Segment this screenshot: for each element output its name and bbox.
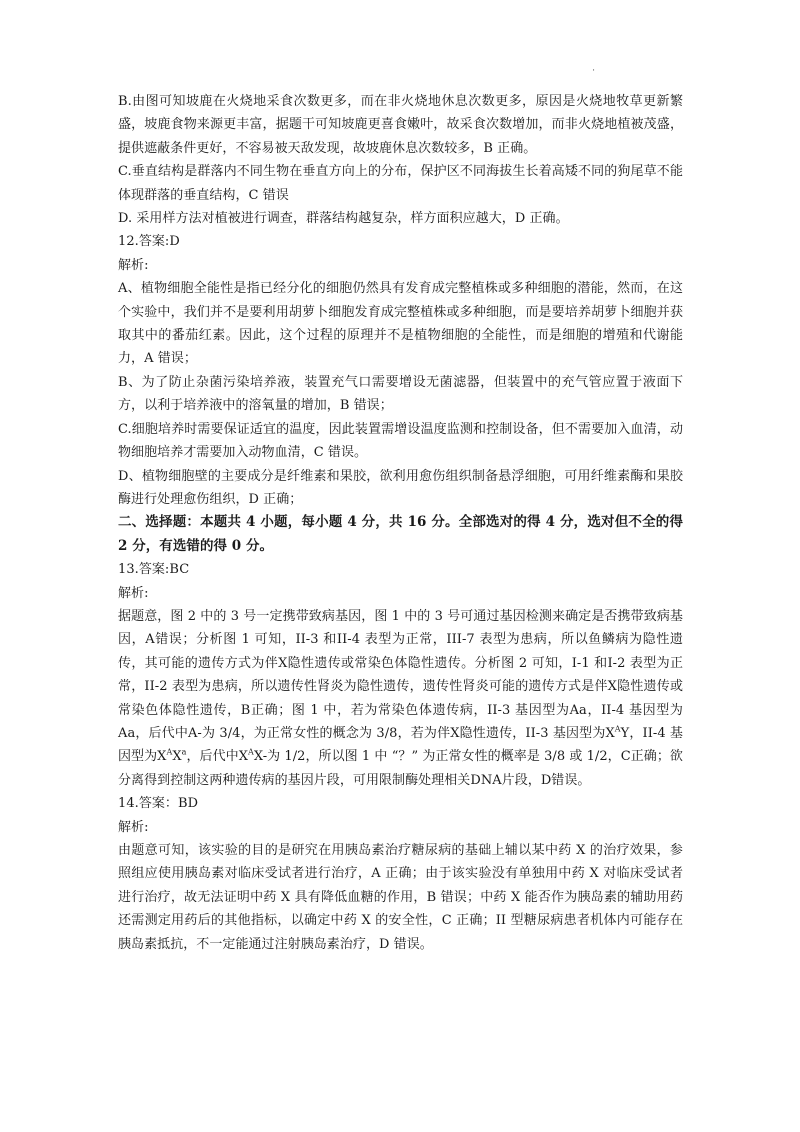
q12-answer: 12.答案:D — [118, 234, 180, 250]
q12-analysis-label: 解析: — [118, 257, 149, 273]
q11-option-c: C.垂直结构是群落内不同生物在垂直方向上的分布，保护区不同海拔生长着高矮不同的狗尾草不能体现群落的垂直结构，C 错误 — [118, 164, 683, 203]
q14-answer: 14.答案：BD — [118, 796, 199, 812]
q12-option-b: B、为了防止杂菌污染培养液，装置充气口需要增设无菌滤器，但装置中的充气管应置于液面下方，以利于培养液中的溶氧量的增加，B 错误； — [118, 374, 683, 414]
q11-option-d: D. 采用样方法对植被进行调查，群落结构越复杂，样方面积应越大，D 正确。 — [118, 211, 569, 227]
q13-sup-1: A — [614, 724, 621, 734]
q13-sup-3: a — [181, 748, 187, 758]
q13-text-1: 据题意，图 2 中的 3 号一定携带致病基因，图 1 中的 3 号可通过基因检测来确定是否携带致病基因，A错误；分析图 1 可知，II-3 和II-4 表型为正常，III-7 表型为患病，所以鱼鳞病为隐性遗传，其可能的遗传方式为伴X隐性遗传或常染色体隐性遗传。分析图 2 可知，I-1 和I-2 表型为正常，II-2 表型为患病，所以遗传性肾炎为隐性遗传，遗传性肾炎可能的遗传方式是伴X隐性遗传或常染色体隐性遗传，B正确；图 1 中，若为常染色体遗传病，II-3 基因型为Aa，II-4 基因型为Aa，后代中A-为 3/4，为正常女性的概念为 3/8，若为伴X隐性遗传，II-3 基因型为X — [118, 608, 683, 741]
q13-analysis-label: 解析: — [118, 585, 149, 601]
q13-sup-2: A — [166, 748, 173, 758]
q14-body: 由题意可知，该实验的目的是研究在用胰岛素治疗糖尿病的基础上辅以某中药 X 的治疗效果，参照组应使用胰岛素对临床受试者进行治疗，A 正确；由于该实验没有单独用中药 X 对临床受试者进行治疗，故无法证明中药 X 具有降低血糖的作用，B 错误；中药 X 能否作为胰岛素的辅助用药还需测定用药后的其他指标，以确定中药 X 的安全性，C 正确；II 型糖尿病患者机体内可能存在胰岛素抵抗，不一定能通过注射胰岛素治疗，D 错误。 — [118, 843, 683, 952]
q13-body — [118, 605, 683, 792]
q11-option-b: B.由图可知坡鹿在火烧地采食次数更多，而在非火烧地休息次数更多，原因是火烧地牧草更新繁盛，坡鹿食物来源更丰富，据题干可知坡鹿更喜食嫩叶，故采食次数增加，而非火烧地植被茂盛，提供遮蔽条件更好，不容易被天敌发现，故坡鹿休息次数较多，B 正确。 — [118, 94, 683, 156]
q13-text-2: Y，II-4 基因型为X — [118, 725, 683, 765]
q13-sup-4: A — [248, 748, 254, 758]
page-mark: · — [592, 66, 595, 76]
q12-option-d: D、植物细胞壁的主要成分是纤维素和果胶，欲利用愈伤组织制备悬浮细胞，可用纤维素酶和果胶酶进行处理愈伤组织，D 正确； — [118, 468, 683, 507]
q12-option-a: A、植物细胞全能性是指已经分化的细胞仍然具有发育成完整植株或多种细胞的潜能，然而，在这个实验中，我们并不是要利用胡萝卜细胞发育成完整植株或多种细胞，而是要培养胡萝卜细胞并获取其中的番茄红素。因此，这个过程的原理并不是植物细胞的全能性，而是细胞的增殖和代谢能力，A 错误； — [118, 281, 683, 367]
q14-analysis-label: 解析: — [118, 819, 149, 835]
q13-text-4: ，后代中X — [186, 749, 249, 765]
page-content — [118, 90, 683, 956]
q13-text-5: X-为 1/2，所以图 1 中 “？” 为正常女性的概率是 3/8 或 1/2，C正确；欲分离得到控制这两种遗传病的基因片段，可用限制酶处理相关DNA片段，D错误。 — [118, 749, 683, 788]
q13-answer: 13.答案:BC — [118, 562, 190, 578]
q12-option-c: C.细胞培养时需要保证适宜的温度，因此装置需增设温度监测和控制设备，但不需要加入血清，动物细胞培养才需要加入动物血清，C 错误。 — [118, 421, 683, 461]
q13-text-3: X — [172, 749, 182, 765]
part2-heading: 二、选择题：本题共 4 小题，每小题 4 分，共 16 分。全部选对的得 4 分，选对但不全的得 2 分，有选错的得 0 分。 — [118, 514, 683, 554]
